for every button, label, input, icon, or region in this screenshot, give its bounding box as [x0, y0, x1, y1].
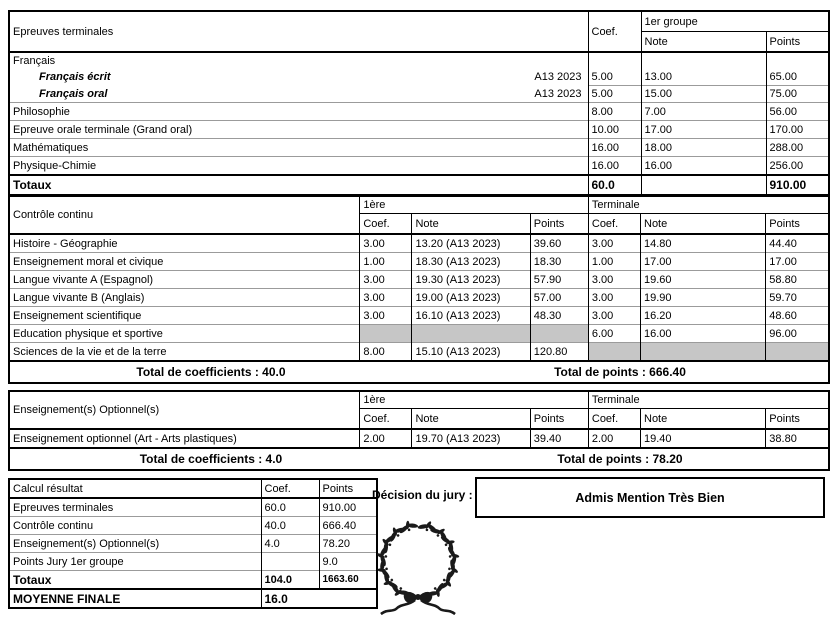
- subject-label: Epreuve orale terminale (Grand oral): [9, 121, 588, 139]
- cell-coef-terminale: 1.00: [588, 253, 640, 271]
- cell-points-total: 910.00: [766, 175, 829, 195]
- cell-points-total: 1663.60: [319, 571, 377, 590]
- cell-points-terminale: 44.40: [766, 234, 829, 253]
- cell-note-1ere: 19.70 (A13 2023): [412, 429, 530, 448]
- total-points: Total de points : 666.40: [412, 361, 829, 383]
- cell-note-1ere: 18.30 (A13 2023): [412, 253, 530, 271]
- session-tag: A13 2023: [534, 71, 582, 84]
- cell-note-terminale: 19.60: [641, 271, 766, 289]
- cell-coef-1ere: 3.00: [360, 289, 412, 307]
- table-row: [9, 121, 829, 139]
- cell-points-terminale: 59.70: [766, 289, 829, 307]
- table-row: [9, 86, 829, 103]
- subject-label: Français oral: [39, 87, 108, 100]
- cell-note-total: [641, 175, 766, 195]
- cell-points: 9.0: [319, 553, 377, 571]
- epreuves-title: Epreuves terminales: [13, 25, 114, 38]
- table-row: [9, 157, 829, 176]
- cell-points-1ere: 120.80: [530, 343, 588, 362]
- cell-coef-1ere: 3.00: [360, 307, 412, 325]
- total-points: Total de points : 78.20: [412, 448, 829, 470]
- cell-note-1ere: 19.30 (A13 2023): [412, 271, 530, 289]
- subject-label: Langue vivante B (Anglais): [9, 289, 360, 307]
- cell-points: [766, 52, 829, 69]
- cell-coef-1ere: 3.00: [360, 234, 412, 253]
- controle-continu-table: [8, 195, 830, 384]
- points-header: Points: [530, 409, 588, 430]
- calcul-title: Calcul résultat: [13, 482, 83, 495]
- cell-points: 78.20: [319, 535, 377, 553]
- jury-decision-text: Admis Mention Très Bien: [575, 490, 725, 505]
- cell-coef-terminale: [588, 343, 640, 362]
- note-header: Note: [412, 409, 530, 430]
- cell-note: 17.00: [641, 121, 766, 139]
- totals-row: [9, 361, 829, 383]
- table-row: [9, 535, 377, 553]
- cell-note-1ere: 13.20 (A13 2023): [412, 234, 530, 253]
- cell-points: 288.00: [766, 139, 829, 157]
- cell-points: 65.00: [766, 69, 829, 86]
- subject-label: Français: [9, 52, 588, 69]
- final-average-row: [9, 589, 377, 608]
- cell-note-terminale: 16.00: [641, 325, 766, 343]
- subject-label: Enseignement optionnel (Art - Arts plastiques): [9, 429, 360, 448]
- cell-points-1ere: 57.90: [530, 271, 588, 289]
- enseignements-optionnels-table: [8, 390, 830, 471]
- cell-note-terminale: 19.40: [641, 429, 766, 448]
- cell-coef: [588, 52, 641, 69]
- group-1ere-header: 1ère: [360, 391, 589, 409]
- cell-coef-1ere: [360, 325, 412, 343]
- subject-label: Français écrit: [39, 71, 111, 84]
- cell-coef-1ere: 8.00: [360, 343, 412, 362]
- optionnel-title: Enseignement(s) Optionnel(s): [13, 404, 160, 416]
- cell-points-1ere: 18.30: [530, 253, 588, 271]
- coef-header: Coef.: [360, 214, 412, 235]
- result-label: Enseignement(s) Optionnel(s): [9, 535, 261, 553]
- cell-coef-1ere: 3.00: [360, 271, 412, 289]
- cell-coef: 10.00: [588, 121, 641, 139]
- cell-coef: 4.0: [261, 535, 319, 553]
- subject-label: Education physique et sportive: [9, 325, 360, 343]
- cell-points: 75.00: [766, 86, 829, 103]
- cell-points-terminale: 96.00: [766, 325, 829, 343]
- group-terminale-header: Terminale: [588, 391, 829, 409]
- cell-points: 910.00: [319, 498, 377, 517]
- table-row: [9, 289, 829, 307]
- cell-points-1ere: 57.00: [530, 289, 588, 307]
- cell-note-terminale: [641, 343, 766, 362]
- table-row: [9, 343, 829, 362]
- subject-label: Sciences de la vie et de la terre: [9, 343, 360, 362]
- cell-points-1ere: 39.60: [530, 234, 588, 253]
- table-row: [9, 553, 377, 571]
- result-label: Contrôle continu: [9, 517, 261, 535]
- coef-header: Coef.: [588, 409, 640, 430]
- cell-coef: 8.00: [588, 103, 641, 121]
- note-header: Note: [641, 409, 766, 430]
- cell-points-1ere: 39.40: [530, 429, 588, 448]
- cell-points-terminale: 17.00: [766, 253, 829, 271]
- note-header: Note: [641, 214, 766, 235]
- subject-label: Mathématiques: [9, 139, 588, 157]
- cell-coef: 5.00: [588, 86, 641, 103]
- note-header: Note: [641, 32, 766, 53]
- jury-decision-box: [475, 477, 825, 518]
- final-average-label: MOYENNE FINALE: [9, 589, 261, 608]
- cell-points: 170.00: [766, 121, 829, 139]
- cell-note: 13.00: [641, 69, 766, 86]
- table-row: [9, 325, 829, 343]
- cell-note: 7.00: [641, 103, 766, 121]
- group-terminale-header: Terminale: [588, 196, 829, 214]
- coef-header: Coef.: [360, 409, 412, 430]
- result-label: Points Jury 1er groupe: [9, 553, 261, 571]
- cell-coef-1ere: 1.00: [360, 253, 412, 271]
- calcul-resultat-table: [8, 478, 378, 609]
- cell-coef: 16.00: [588, 157, 641, 176]
- subject-label: Langue vivante A (Espagnol): [9, 271, 360, 289]
- cell-coef-terminale: 3.00: [588, 271, 640, 289]
- totals-label: Totaux: [9, 571, 261, 590]
- subject-label: Enseignement moral et civique: [9, 253, 360, 271]
- epreuves-terminales-table: [8, 10, 830, 196]
- table-row: [9, 429, 829, 448]
- cell-note-terminale: 19.90: [641, 289, 766, 307]
- cell-coef-total: 104.0: [261, 571, 319, 590]
- group-1ere-header: 1ère: [360, 196, 589, 214]
- cell-coef-terminale: 2.00: [588, 429, 640, 448]
- final-average-value: 16.0: [261, 589, 377, 608]
- cell-points-terminale: 58.80: [766, 271, 829, 289]
- totals-label: Totaux: [9, 175, 588, 195]
- cell-coef: 40.0: [261, 517, 319, 535]
- table-row: [9, 234, 829, 253]
- cell-points-terminale: 38.80: [766, 429, 829, 448]
- cell-points: 56.00: [766, 103, 829, 121]
- table-row: [9, 253, 829, 271]
- controle-title: Contrôle continu: [13, 209, 94, 221]
- session-tag: A13 2023: [534, 87, 582, 100]
- cell-coef: 60.0: [261, 498, 319, 517]
- cell-coef-terminale: 3.00: [588, 289, 640, 307]
- coef-header: Coef.: [261, 479, 319, 498]
- note-header: Note: [412, 214, 530, 235]
- cell-coef: 16.00: [588, 139, 641, 157]
- table-row: [9, 271, 829, 289]
- cell-coef-total: 60.0: [588, 175, 641, 195]
- cell-coef-1ere: 2.00: [360, 429, 412, 448]
- cell-coef: [261, 553, 319, 571]
- cell-points-terminale: [766, 343, 829, 362]
- cell-note: [641, 52, 766, 69]
- cell-points: 256.00: [766, 157, 829, 176]
- table-row: [9, 307, 829, 325]
- cell-coef-terminale: 6.00: [588, 325, 640, 343]
- laurel-wreath-icon: [366, 513, 470, 623]
- cell-note-terminale: 16.20: [641, 307, 766, 325]
- cell-coef: 5.00: [588, 69, 641, 86]
- points-header: Points: [766, 32, 829, 53]
- total-coefficients: Total de coefficients : 4.0: [9, 448, 412, 470]
- cell-note-1ere: 19.00 (A13 2023): [412, 289, 530, 307]
- subject-label: Histoire - Géographie: [9, 234, 360, 253]
- cell-note: 15.00: [641, 86, 766, 103]
- cell-note-1ere: 15.10 (A13 2023): [412, 343, 530, 362]
- cell-points: 666.40: [319, 517, 377, 535]
- table-row: [9, 139, 829, 157]
- cell-note-1ere: 16.10 (A13 2023): [412, 307, 530, 325]
- cell-points-1ere: [530, 325, 588, 343]
- group-1er-groupe-header: 1er groupe: [641, 11, 829, 32]
- cell-note: 18.00: [641, 139, 766, 157]
- table-row: [9, 498, 377, 517]
- points-header: Points: [766, 214, 829, 235]
- totals-row: [9, 448, 829, 470]
- table-row: [9, 103, 829, 121]
- cell-points-1ere: 48.30: [530, 307, 588, 325]
- result-label: Epreuves terminales: [9, 498, 261, 517]
- subject-label: Enseignement scientifique: [9, 307, 360, 325]
- coef-header: Coef.: [588, 214, 640, 235]
- cell-note-terminale: 14.80: [641, 234, 766, 253]
- subject-label: Physique-Chimie: [9, 157, 588, 176]
- cell-note: 16.00: [641, 157, 766, 176]
- total-coefficients: Total de coefficients : 40.0: [9, 361, 412, 383]
- jury-decision-label: Décision du jury :: [372, 488, 473, 502]
- cell-coef-terminale: 3.00: [588, 307, 640, 325]
- cell-points-terminale: 48.60: [766, 307, 829, 325]
- totals-row: [9, 175, 829, 195]
- points-header: Points: [766, 409, 829, 430]
- coef-header: Coef.: [588, 11, 641, 52]
- table-row: [9, 52, 829, 69]
- points-header: Points: [319, 479, 377, 498]
- cell-note-terminale: 17.00: [641, 253, 766, 271]
- points-header: Points: [530, 214, 588, 235]
- table-row: [9, 69, 829, 86]
- cell-note-1ere: [412, 325, 530, 343]
- cell-coef-terminale: 3.00: [588, 234, 640, 253]
- table-row: [9, 517, 377, 535]
- subject-label: Philosophie: [9, 103, 588, 121]
- totals-row: [9, 571, 377, 590]
